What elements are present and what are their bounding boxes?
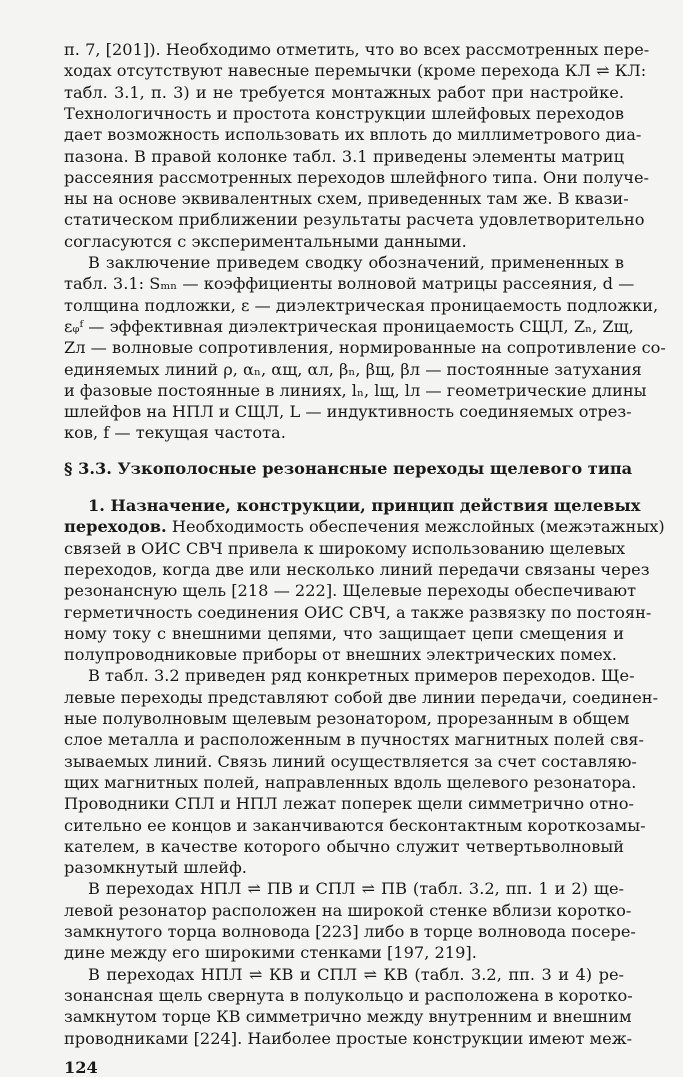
text-line: ходах отсутствуют навесные перемычки (кроме перехода КЛ ⇌ КЛ: [64,61,647,81]
text-line: εᵩᶠ — эффективная диэлектрическая проницаемость СЩЛ, Zₙ, Zщ, [64,316,634,336]
text-line: В переходах НПЛ ⇌ КВ и СПЛ ⇌ КВ (табл. 3.2, пп. 3 и 4) ре- [88,964,624,984]
text-line: статическом приближении результаты расчета удовлетворительно [64,210,645,230]
text-line: п. 7, [201]). Необходимо отметить, что во всех рассмотренных пере- [64,40,650,59]
text-line: пазона. В правой колонке табл. 3.1 приведены элементы матриц [64,146,624,166]
text-line: полупроводниковые приборы от внешних электрических помех. [64,645,617,665]
subheading: 1. Назначение, конструкции, принцип действия щелевых [88,496,641,515]
text-line: замкнутом торце КВ симметрично между внутренним и внешним [64,1007,632,1027]
text-line: зываемых линий. Связь линий осуществляется за счет составляю- [64,751,637,771]
text-line: Технологичность и простота конструкции шлейфовых переходов [64,103,624,123]
text-line: связей в ОИС СВЧ привела к широкому использованию щелевых [64,538,626,558]
text-line: щих магнитных полей, направленных вдоль щелевого резонатора. [64,772,637,792]
text-line: дает возможность использовать их вплоть до миллиметрового диа- [64,125,642,145]
text-line: ны на основе эквивалентных схем, приведенных там же. В квази- [64,189,629,209]
text-span: переходов. Необходимость обеспечения межслойных (межэтажных) [64,517,665,537]
text-line: табл. 3.1: Sₘₙ — коэффициенты волновой матрицы рассеяния, d — [64,274,635,294]
section-heading: § 3.3. Узкополосные резонансные переходы щелевого типа [64,458,633,478]
text-line: левой резонатор расположен на широкой стенке вблизи коротко- [64,900,632,920]
text-line: В переходах НПЛ ⇌ ПВ и СПЛ ⇌ ПВ (табл. 3.2, пп. 1 и 2) ще- [88,879,624,899]
text-line: Zл — волновые сопротивления, нормированные на сопротивление со- [64,338,666,358]
text-line: переходов, когда две или несколько линий передачи связаны через [64,559,650,579]
text-line: дине между его широкими стенками [197, 219]. [64,943,477,963]
text-line: слое металла и расположенным в пучностях магнитных полей свя- [64,730,644,750]
text-line: согласуются с экспериментальными данными. [64,231,467,251]
text-line: рассеяния рассмотренных переходов шлейфного типа. Они получе- [64,167,649,187]
text-line: и фазовые постоянные в линиях, lₙ, lщ, lл — геометрические длины [64,380,647,400]
text-line: шлейфов на НПЛ и СЩЛ, L — индуктивность соединяемых отрез- [64,402,632,422]
text-line: ному току с внешними цепями, что защищает цепи смещения и [64,623,624,643]
text-line: толщина подложки, ε — диэлектрическая проницаемость подложки, [64,295,659,315]
subheading-continuation: переходов. [64,517,167,537]
subheading-line [88,496,641,517]
text-line: единяемых линий ρ, αₙ, αщ, αл, βₙ, βщ, βл — постоянные затухания [64,359,642,379]
text-line: проводниками [224]. Наиболее простые конструкции имеют меж- [64,1028,633,1048]
text-line: левые переходы представляют собой две линии передачи, соединен- [64,687,659,707]
text-line: ков, f — текущая частота. [64,423,286,443]
text-line: кателем, в качестве которого обычно служит четвертьволновый [64,836,624,856]
text-line: герметичность соединения ОИС СВЧ, а также развязку по постоян- [64,602,652,622]
text-line: В табл. 3.2 приведен ряд конкретных примеров переходов. Ще- [88,666,635,686]
text-line: ные полуволновым щелевым резонатором, прорезанным в общем [64,709,630,728]
text-line: разомкнутый шлейф. [64,858,247,878]
text-line [64,517,665,538]
text-line: табл. 3.1, п. 3) и не требуется монтажных работ при настройке. [64,82,624,102]
text-line: зонансная щель свернута в полукольцо и расположена в коротко- [64,985,633,1005]
text-line: В заключение приведем сводку обозначений, примененных в [88,253,624,272]
text-line: Проводники СПЛ и НПЛ лежат поперек щели симметрично отно- [64,794,634,814]
text-line: резонансную щель [218 — 222]. Щелевые переходы обеспечивают [64,581,637,601]
page-number: 124 [64,1057,98,1077]
text-line: сительно ее концов и заканчиваются бесконтактным короткозамы- [64,815,646,835]
text-line: замкнутого торца волновода [223] либо в торце волновода посере- [64,922,636,941]
